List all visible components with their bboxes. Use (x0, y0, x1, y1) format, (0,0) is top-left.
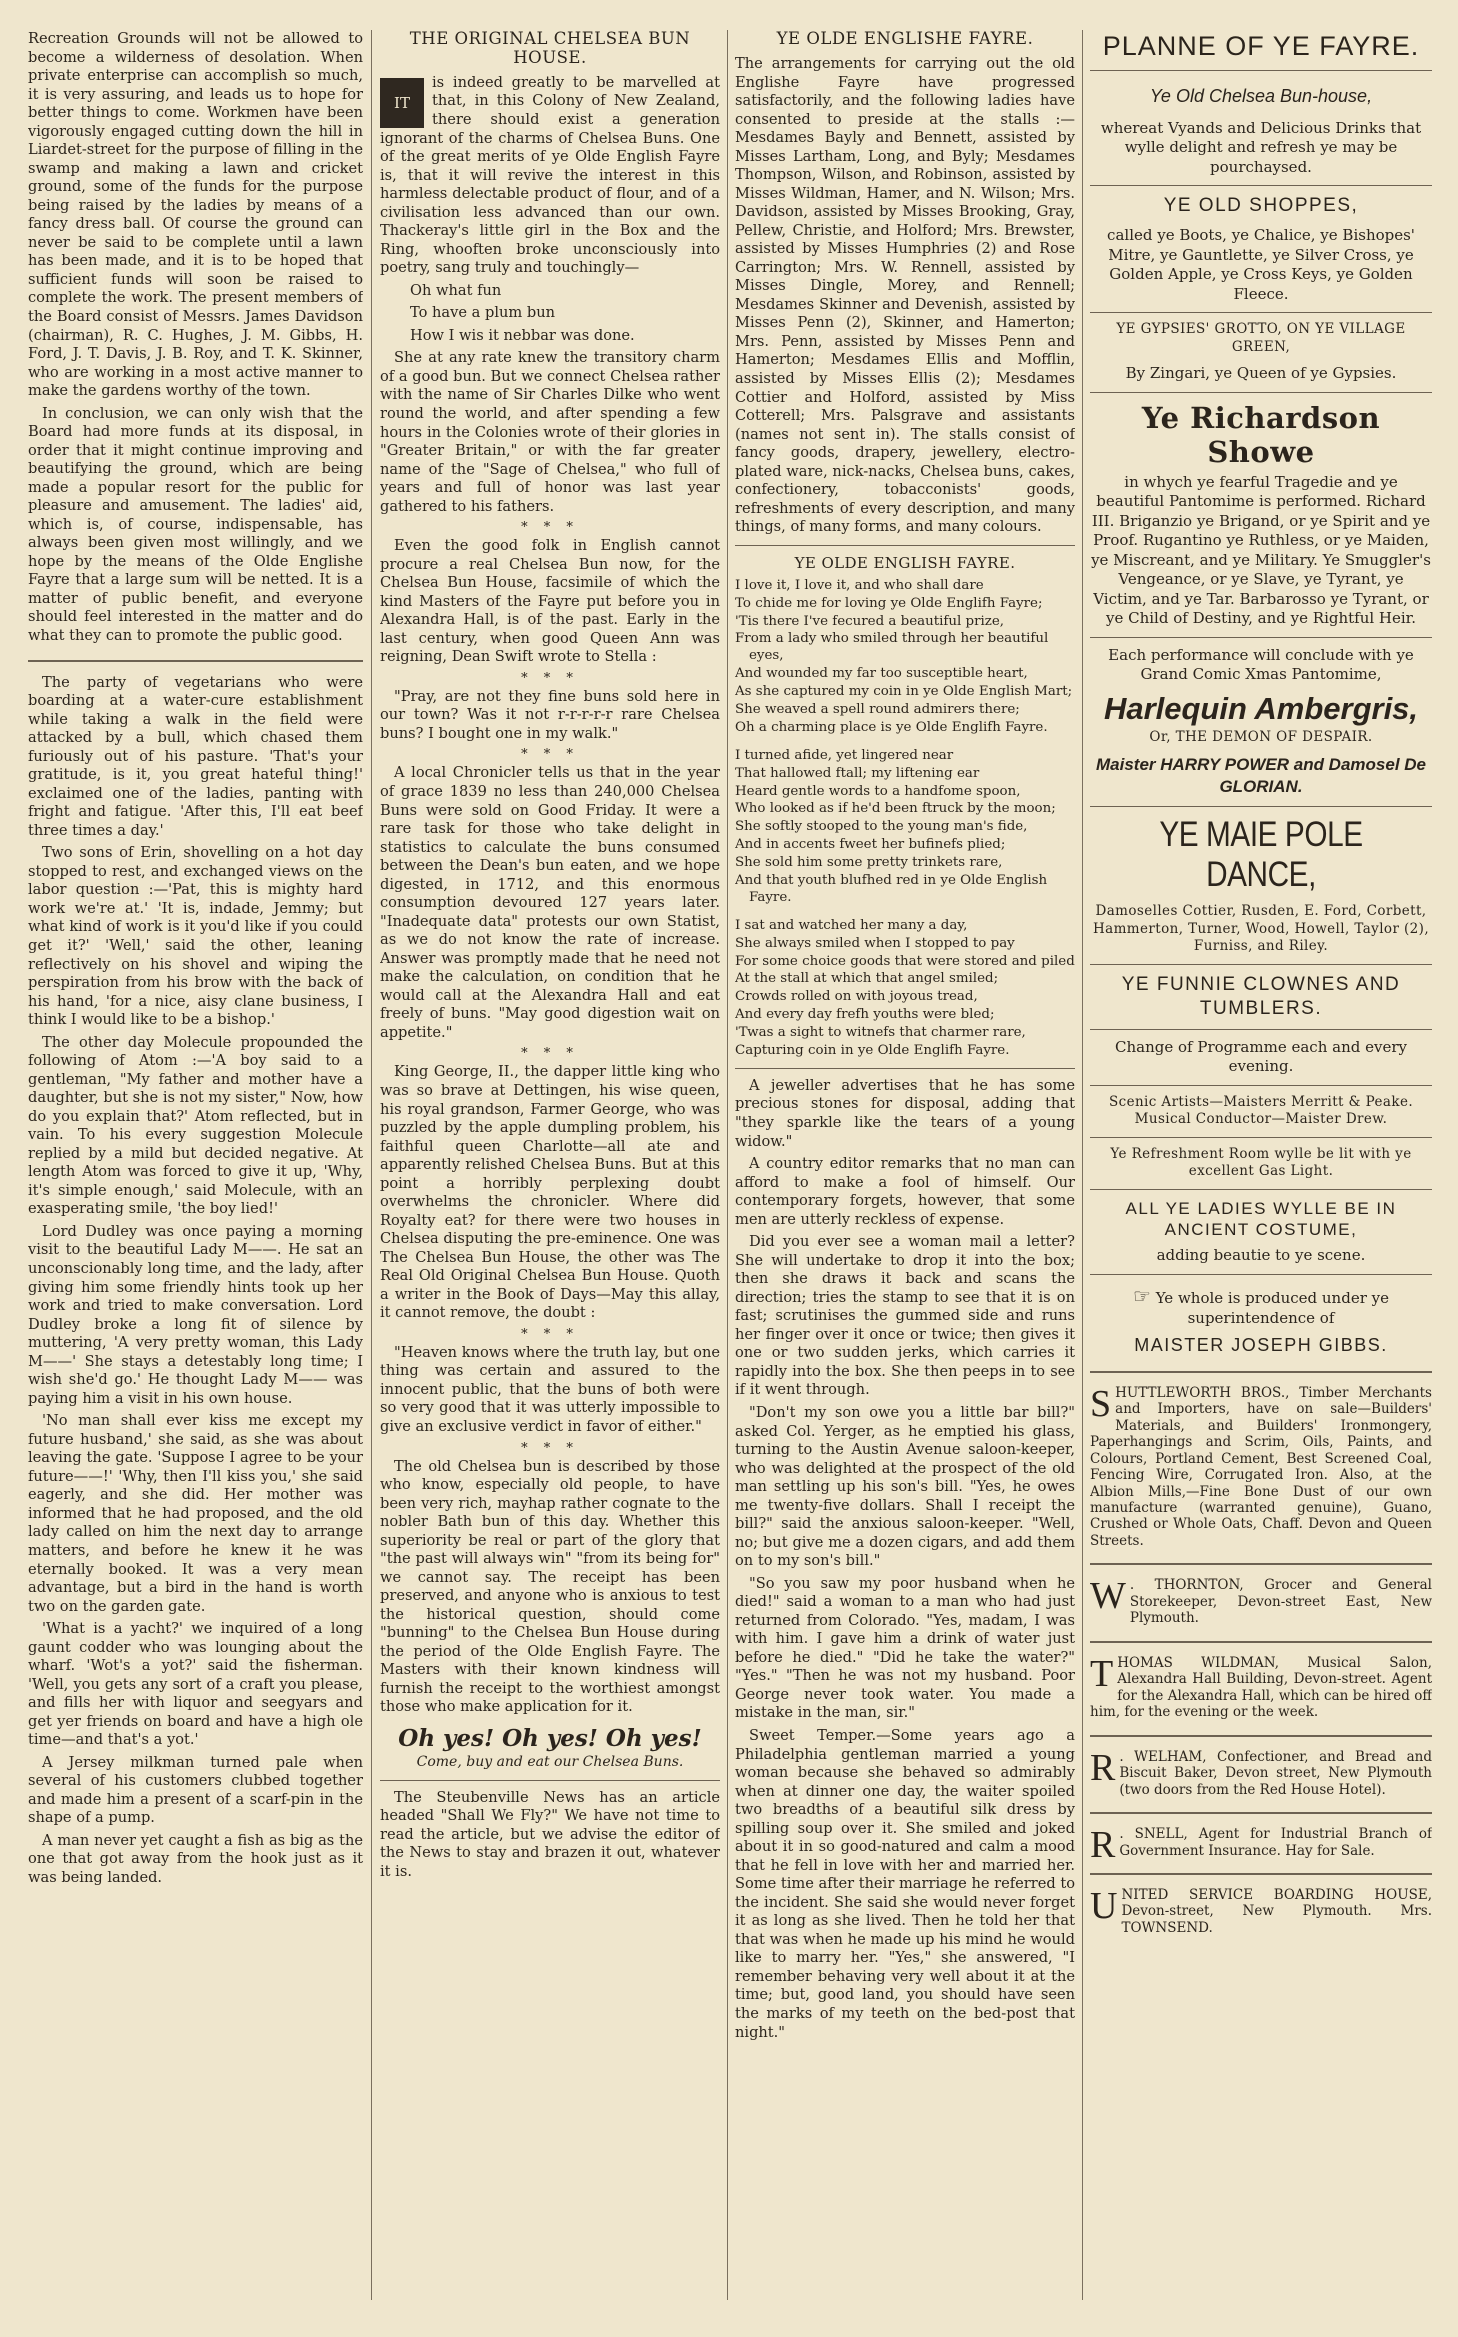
shoppes-heading: YE OLD SHOPPES, (1163, 195, 1359, 217)
ad-snell (1090, 1824, 1432, 1867)
poem-line: That hallowed ftall; my liftening ear (735, 765, 980, 781)
article-paragraph: The Steubenville News has an article headed "Shall We Fly?" We have not time to read the article, but we advise the editor of the News to stay and brazen it out, whatever it is. (380, 1788, 720, 1880)
column-1 (28, 30, 363, 2320)
bunhouse-text: whereat Vyands and Delicious Drinks that wylle delight and refresh ye may be pourchaysed. (1100, 118, 1422, 176)
clownes-heading: YE FUNNIE CLOWNES AND TUMBLERS. (1121, 974, 1401, 1019)
divider (1090, 1085, 1432, 1086)
ad-welham (1090, 1746, 1432, 1798)
article-paragraph: "Don't my son owe you a little bar bill?" asked Col. Yerger, as he emptied his glass, turning to the Austin Avenue saloon-keeper, who was delighted at the prospect of the old man settling up his son's bill. "Yes, he owes me twenty-five dollars. Shall I receipt the bill?" said the anxious saloon-keeper. "Well, no; but give me a dozen cigars, and add them on to my son's bill." (735, 1403, 1075, 1570)
verse-line: To have a plum bun (410, 304, 556, 322)
column-2 (380, 30, 720, 2320)
article-paragraph: Sweet Temper.—Some years ago a Philadelphia gentleman married a young woman because she behaved so admirably when at dinner one day, the waiter spoiled two breadths of a beautiful silk dress by spilling soup over it. She smiled and joked about it in so good-natured and calm a mood that he fell in love with her and married her. Some time after their marriage he referred to the incident. She said she would never forget it as long as she lived. Then he told her that that was when he made up his mind he would like to marry her. "Yes," she answered, "I remember behaving very well about it at the time; but, good land, you should have seen the marks of my teeth on the bed-post that night." (735, 1727, 1075, 2041)
divider (1090, 1873, 1432, 1875)
article-paragraph: A jeweller advertises that he has some precious stones for disposal, adding that "they sparkle like the tears of a young widow." (735, 1076, 1075, 1150)
divider (1090, 312, 1432, 313)
poem (735, 578, 1075, 1060)
poem-line: I love it, I love it, and who shall dare (735, 577, 984, 593)
column-rule (371, 30, 372, 2300)
conclude-text: Each performance will conclude with ye Grand Comic Xmas Pantomime, (1108, 645, 1414, 684)
divider (1090, 392, 1432, 393)
divider (1090, 964, 1432, 965)
poem-line: She softly stooped to the young man's fide, (735, 819, 1028, 835)
ladies-text: adding beautie to ye scene. (1156, 1246, 1366, 1265)
article-paragraph: "Heaven knows where the truth lay, but one thing was certain and assured to the innocent public, that the buns of both were so very good that it was utterly impossible to give an exclusive verdict in favor of either." (380, 1343, 720, 1435)
maister-text: Maister HARRY POWER and Damosel De GLORIAN. (1095, 755, 1426, 797)
divider (1090, 806, 1432, 807)
article-paragraph: King George, II., the dapper little king who was so brave at Dettingen, his wise queen, his royal grandson, Farmer George, who was puzzled by the apple dumpling problem, his faithful queen Charlotte—all ate and apparently relished Chelsea Buns. But at this point a horribly perplexing doubt overwhelms the chronicler. Where did Royalty eat? for there were two houses in Chelsea disputing the pre-eminence. One was The Chelsea Bun House, the other was The Real Old Original Chelsea Bun House. Quoth a writer in the Book of Days—May this allay, it cannot remove, the doubt : (380, 1063, 720, 1322)
poem-title: YE OLDE ENGLISH FAYRE. (794, 553, 1016, 572)
stanza-gap (735, 738, 1075, 748)
article-paragraph: A local Chronicler tells us that in the year of grace 1839 no less than 240,000 Chelsea Buns were sold on Good Friday. It were a rare task for those who take delight in statistics to calculate the buns consumed between the Dean's bun eaten, and we hope digested, in 1712, and this enormous consumption devoured 127 years later. "Inadequate data" protests our own Statist, as we do not know the rate of increase. Answer was promptly made that he need not make the calculation, on condition that he would call at the Alexandra Hall and eat freely of buns. "May good digestion wait on appetite." (380, 764, 720, 1041)
ad-text: . WELHAM, Confectioner, and Bread and Biscuit Baker, Devon street, New Plymouth (two doors from the Red House Hotel). (1119, 1748, 1432, 1798)
verse-line: Oh what fun (410, 281, 502, 299)
divider (1090, 1641, 1432, 1643)
grotto-heading: YE GYPSIES' GROTTO, ON YE VILLAGE GREEN, (1116, 321, 1406, 355)
ad-text: HOMAS WILDMAN, Musical Salon, Alexandra Hall Building, Devon-street. Agent for the Alexandra Hall, which can be hired off him, for the evening or the week. (1090, 1654, 1432, 1721)
article-paragraph: A Jersey milkman turned pale when several of his customers clubbed together and made him a present of a scarf-pin in the shape of a pump. (28, 1753, 363, 1827)
article-paragraph: She at any rate knew the transitory charm of a good bun. But we connect Chelsea rather with the name of Sir Charles Dilke who went round the world, and after spending a few hours in the Colonies wrote of their glories in "Greater Britain," or with the far greater name of the "Sage of Chelsea," who full of years and full of honor was last year gathered to his fathers. (380, 349, 720, 515)
poem-line: Crowds rolled on with joyous tread, (735, 989, 978, 1005)
divider (1090, 70, 1432, 71)
column-rule (1082, 30, 1083, 2300)
chelsea-bun-slogan: Come, buy and eat our Chelsea Buns. (416, 1753, 684, 1770)
divider (735, 1068, 1075, 1069)
article-heading: YE OLDE ENGLISHE FAYRE. (776, 30, 1034, 48)
article-paragraph: Lord Dudley was once paying a morning visit to the beautiful Lady M——. He sat an unconscionably long time, and the lady, after giving him some friendly hints took up her work and tried to make conversation. Lord Dudley broke a long fit of silence by muttering, 'A very pretty woman, this Lady M——' She stays a detestably long time; I wish she'd go.' He thought Lady M—— was paying him a visit in his own house. (28, 1222, 363, 1407)
ad-initial: R (1090, 1824, 1116, 1867)
verse-line: How I wis it nebbar was done. (410, 326, 635, 344)
ad-thornton (1090, 1577, 1432, 1626)
article-paragraph: Did you ever see a woman mail a letter? She will undertake to drop it into the box; then she draws it back and scans the direction; tries the stamp to see that it is on fast; scrutinises the gummed side and runs her finger over it once or twice; then gives it one or two sudden jerks, which carries it rapidly into the box. She then peeps in to see if it went through. (735, 1233, 1075, 1399)
article-paragraph: 'No man shall ever kiss me except my future husband,' she said, as she was about leaving the gate. 'Suppose I agree to be your future——!' 'Why, then I'll kiss you,' she said eagerly, and she did. Her mother was informed that he had proposed, and the old lady called on him the next day to arrange matters, and before he knew it he was eternally booked. It was a very mean advantage, but a bird in the hand is worth two on the garden gate. (28, 1412, 363, 1615)
article-paragraph: A man never yet caught a fish as big as the one that got away from the hook just as it was being landed. (28, 1831, 363, 1886)
article-paragraph: Two sons of Erin, shovelling on a hot day stopped to rest, and exchanged views on the labor question :—'Pat, this is mighty hard work we're at.' 'It is, indade, Jemmy; but what kind of work is it you'd like if you could get it?' 'Well,' said the other, leaning reflectively on his shovel and wiping the perspiration from his brow with the back of his hand, 'for a nice, aisy clane business, I think I would like to be a bishop.' (28, 844, 363, 1029)
gibbs-heading: MAISTER JOSEPH GIBBS. (1134, 1335, 1388, 1356)
harlequin-heading: Harlequin Ambergris, (1103, 690, 1419, 726)
pointing-hand-icon: ☞ (1132, 1283, 1151, 1308)
ad-initial: R (1090, 1746, 1116, 1789)
article-paragraph: "Pray, are not they fine buns sold here in our town? Was it not r-r-r-r-r rare Chelsea buns? I bought one in my walk." (380, 687, 720, 742)
poem-line: To chide me for loving ye Olde Englifh Fayre; (735, 595, 1043, 611)
poem-line: I sat and watched her many a day, (735, 917, 968, 933)
poem-line: For some choice goods that were stored and piled (735, 953, 1075, 969)
produced-text (1090, 1283, 1432, 1329)
ad-text: . SNELL, Agent for Industrial Branch of Government Insurance. Hay for Sale. (1119, 1826, 1432, 1859)
divider (380, 1780, 720, 1781)
richardson-heading: Ye Richardson Showe (1141, 400, 1381, 469)
drop-cap: IT (380, 78, 424, 128)
ladies-heading: ALL YE LADIES WYLLE BE IN ANCIENT COSTUME, (1125, 1198, 1397, 1239)
poem-line: Capturing coin in ye Olde Englifh Fayre. (735, 1043, 1010, 1059)
article-paragraph: Recreation Grounds will not be allowed to become a wilderness of desolation. When private enterprise can accomplish so much, it is very assuring, and leads us to hope for better things to come. Workmen have been vigorously engaged cutting down the hill in Liardet-street for the purpose of filling in the swamp and making a lawn and cricket ground, some of the funds for the purpose being raised by the ladies by means of a fancy dress ball. Of course the ground can never be said to be complete until a lawn has been made, and it is to be hoped that sufficient funds will soon be raised to complete the work. The present members of the Board consist of Messrs. James Davidson (chairman), R. C. Hughes, J. M. Gibbs, H. Ford, J. T. Davis, J. B. Roy, and T. K. Skinner, who are working in a most active manner to make the gardens worthy of the town. (28, 30, 363, 400)
ad-text: . THORNTON, Grocer and General Storekeeper, Devon-street East, New Plymouth. (1129, 1577, 1432, 1627)
planne-heading: PLANNE OF YE FAYRE. (1102, 31, 1420, 61)
maie-pole-heading: YE MAIE POLE DANCE, (1159, 815, 1363, 895)
article-paragraph: The other day Molecule propounded the following of Atom :—'A boy said to a gentleman, "My father and mother have a daughter, but she is not my sister," Now, how do you explain that?' Atom reflected, but in vain. To his every suggestion Molecule replied by a mild but decided negative. At length Atom was forced to give it up, 'Why, it's simple enough,' said Molecule, with an exasperating smile, 'the boy lied!' (28, 1033, 363, 1218)
article-paragraph: In conclusion, we can only wish that the Board had more funds at its disposal, in order that it might continue improving and beautifying the ground, which are being made a popular resort for the public for pleasure and amusement. The ladies' aid, which is, of course, indispensable, has always been given most willingly, and we hope by the means of the Olde Englishe Fayre that a large sum will be netted. It is a matter of public benefit, and everyone should feel interested in the matter and do what they can to promote the public good. (28, 404, 363, 644)
poem-line: 'Twas a sight to witnefs that charmer rare, (735, 1025, 1026, 1041)
grotto-text: By Zingari, ye Queen of ye Gypsies. (1125, 364, 1397, 383)
divider (1090, 1137, 1432, 1138)
ad-shuttleworth (1090, 1382, 1432, 1550)
article-paragraph: 'What is a yacht?' we inquired of a long gaunt codder who was lounging about the wharf. 'Wot's a yot?' said the fisherman. 'Well, you gets any sort of a craft you please, and fills her with liquor and seegyars and get yer friends on board and have a high ole time—and that's a yot.' (28, 1620, 363, 1749)
divider (1090, 1812, 1432, 1814)
ad-townsend (1090, 1887, 1432, 1936)
article-heading: THE ORIGINAL CHELSEA BUN HOUSE. (409, 30, 691, 67)
separator-stars: * * * (521, 520, 579, 536)
divider (1090, 1563, 1432, 1565)
divider (1090, 637, 1432, 638)
article-paragraph: Even the good folk in English cannot procure a real Chelsea Bun now, for the Chelsea Bun House, facsimile of which the kind Masters of the Fayre put before you in Alexandra Hall, is of the past. Early in the last century, when good Queen Ann was reigning, Dean Swift wrote to Stella : (380, 537, 720, 666)
poem-line: As she captured my coin in ye Olde English Mart; (735, 684, 1073, 700)
ad-initial: S (1090, 1382, 1112, 1425)
produced-label: Ye whole is produced under ye superintendence of (1155, 1288, 1389, 1327)
article-paragraph: A country editor remarks that no man can afford to make a fool of himself. Our contemporary forgets, however, that some men are utterly reckless of expense. (735, 1155, 1075, 1228)
divider (1090, 1274, 1432, 1275)
poem-line: And that youth blufhed red in ye Olde English Fayre. (735, 873, 1048, 905)
divider (1090, 1189, 1432, 1190)
article-paragraph: "So you saw my poor husband when he died!" said a woman to a man who had just returned from Colorado. "Yes, madam, I was with him. I gave him a drink of water just before he died." "Did he take the water?" "Yes." "Then he was not my husband. Poor George never took water. You made a mistake in the man, sir." (735, 1574, 1075, 1722)
oh-yes-banner: Oh yes! Oh yes! Oh yes! (398, 1724, 702, 1752)
poem-line: At the stall at which that angel smiled; (735, 971, 999, 987)
separator-stars: * * * (521, 1326, 579, 1342)
poem-line: She weaved a spell round admirers there; (735, 702, 1020, 718)
separator-stars: * * * (521, 670, 579, 686)
article-paragraph: The arrangements for carrying out the old Englishe Fayre have progressed satisfactorily, and the following ladies have consented to preside at the stalls :—Mesdames Bayly and Bennett, assisted by Misses Lartham, Long, and Byly; Mesdames Thompson, Wilson, and Robinson, assisted by Misses Wildman, Hamer, and N. Wilson; Mrs. Davidson, assisted by Misses Brooking, Gray, Pellew, Christie, and Holford; Mrs. Brewster, assisted by Misses Humphries (2) and Rose Carrington; Mrs. W. Rennell, assisted by Misses Dingle, Morey, and Rennell; Mesdames Skinner and Devenish, assisted by Misses Penn (2), Skinner, and Hamerton; Mrs. Penn, assisted by Misses Penn and Hamerton; Mesdames Ellis and Mofflin, assisted by Misses Ellis (2); Mesdames Cottier and Holford, assisted by Miss Cotterell; Mrs. Palsgrave and assistants (names not sent in). The stalls consist of fancy goods, drapery, jewellery, electro-plated ware, nick-nacks, Chelsea buns, cakes, confectionery, tobacconists' goods, refreshments of every description, and many things, of many forms, and many colours. (735, 54, 1075, 536)
divider (28, 660, 363, 662)
change-text: Change of Programme each and every evening. (1115, 1037, 1407, 1075)
article-paragraph: The party of vegetarians who were boarding at a water-cure establishment while taking a walk in the field were attacked by a bull, which chased them furiously out of his pasture. 'That's your gratitude, is it, you great hateful thing!' exclaimed one of the ladies, panting with fright and fatigue. 'After this, I'll eat beef three times a day.' (28, 673, 363, 839)
poem-line: Heard gentle words to a handfome spoon, (735, 783, 1021, 799)
stanza-gap (735, 908, 1075, 918)
shoppes-text: called ye Boots, ye Chalice, ye Bishopes' Mitre, ye Gauntlette, ye Silver Cross, ye Golden Apple, ye Cross Keys, ye Golden Fleece. (1107, 226, 1415, 303)
refreshment-text: Ye Refreshment Room wylle be lit with ye excellent Gas Light. (1110, 1145, 1412, 1180)
article-paragraph: The old Chelsea bun is described by those who know, especially old people, to have been very rich, mayhap rather cognate to the nobler Bath bun of this day. Whether this superiority be real or part of the glory that "the past will always win" "from its being for" we cannot say. The receipt has been preserved, and anyone who is anxious to test the historical question, should come "bunning" to the Chelsea Bun House during the period of the Olde English Fayre. The Masters with their known kindness will furnish the receipt to the worthiest amongst those who make application for it. (380, 1457, 720, 1716)
poem-line: And every day frefh youths were bled; (735, 1007, 995, 1023)
divider (1090, 1029, 1432, 1030)
column-rule (727, 30, 728, 2300)
column-3 (735, 30, 1075, 2320)
bunhouse-heading: Ye Old Chelsea Bun-house, (1149, 86, 1373, 107)
ad-text: HUTTLEWORTH BROS., Timber Merchants and Importers, have on sale—Builders' Materials, and Builders' Ironmongery, Paperhangings and Scrim, Oils, Paints, and Colours, Portland Cement, Best Screened Coal, Fencing Wire, Corrugated Iron. Also, at the Albion Mills,—Fine Bone Dust of our own manufacture (warranted genuine), Guano, Crushed or Whole Oats, Chaff. Devon and Queen Streets. (1090, 1384, 1432, 1549)
poem-line: And in accents fweet her bufinefs plied; (735, 837, 1006, 853)
ad-initial: U (1090, 1885, 1118, 1927)
divider (735, 545, 1075, 546)
poem-line: I turned afide, yet lingered near (735, 747, 954, 763)
ad-initial: T (1090, 1652, 1114, 1695)
ad-initial: W (1090, 1575, 1126, 1618)
poem-line: She sold him some pretty trinkets rare, (735, 855, 1003, 871)
separator-stars: * * * (521, 747, 579, 763)
demon-text: Or, THE DEMON OF DESPAIR. (1149, 728, 1373, 745)
ad-text: NITED SERVICE BOARDING HOUSE, Devon-street, New Plymouth. Mrs. TOWNSEND. (1121, 1887, 1432, 1936)
poem-line: And wounded my far too susceptible heart, (735, 666, 1028, 682)
richardson-text: in whych ye fearful Tragedie and ye beautiful Pantomime is performed. Richard III. Briganzio ye Brigand, or ye Spirit and ye Proof. Rugantino ye Ruthless, or ye Maiden, ye Miscreant, and ye Military. Ye Smuggler's Vengeance, or ye Slave, ye Tyrant, ye Victim, and ye Tar. Barbarosso ye Tyrant, or ye Child of Destiny, and ye Rightful Heir. (1091, 472, 1431, 628)
poem-line: Oh a charming place is ye Olde Englifh Fayre. (735, 719, 1048, 735)
divider (1090, 1371, 1432, 1373)
ad-wildman (1090, 1652, 1432, 1721)
divider (1090, 1735, 1432, 1737)
separator-stars: * * * (521, 1046, 579, 1062)
poem-line: Who looked as if he'd been ftruck by the moon; (735, 801, 1056, 817)
column-4 (1090, 30, 1432, 2320)
separator-stars: * * * (521, 1440, 579, 1456)
maie-pole-text: Damoselles Cottier, Rusden, E. Ford, Corbett, Hammerton, Turner, Wood, Howell, Taylor (2), Furniss, and Riley. (1092, 903, 1430, 955)
poem-line: 'Tis there I've fecured a beautiful prize, (735, 613, 1005, 629)
article-paragraph: is indeed greatly to be marvelled at that, in this Colony of New Zealand, there should exist a generation ignorant of the charms of Chelsea Buns. One of the great merits of ye Olde English Fayre is, that it will revive the interest in this harmless delectable product of flour, and of a civilisation less advanced than our own. Thackeray's little girl in the Box and the Ring, whooften broke unconsciously into poetry, sang truly and touchingly— (380, 73, 720, 277)
divider (1090, 185, 1432, 186)
scenic-text: Scenic Artists—Maisters Merritt & Peake. Musical Conductor—Maister Drew. (1108, 1093, 1414, 1128)
poem-line: She always smiled when I stopped to pay (735, 935, 1015, 951)
poem-line: From a lady who smiled through her beautiful eyes, (735, 631, 1049, 664)
